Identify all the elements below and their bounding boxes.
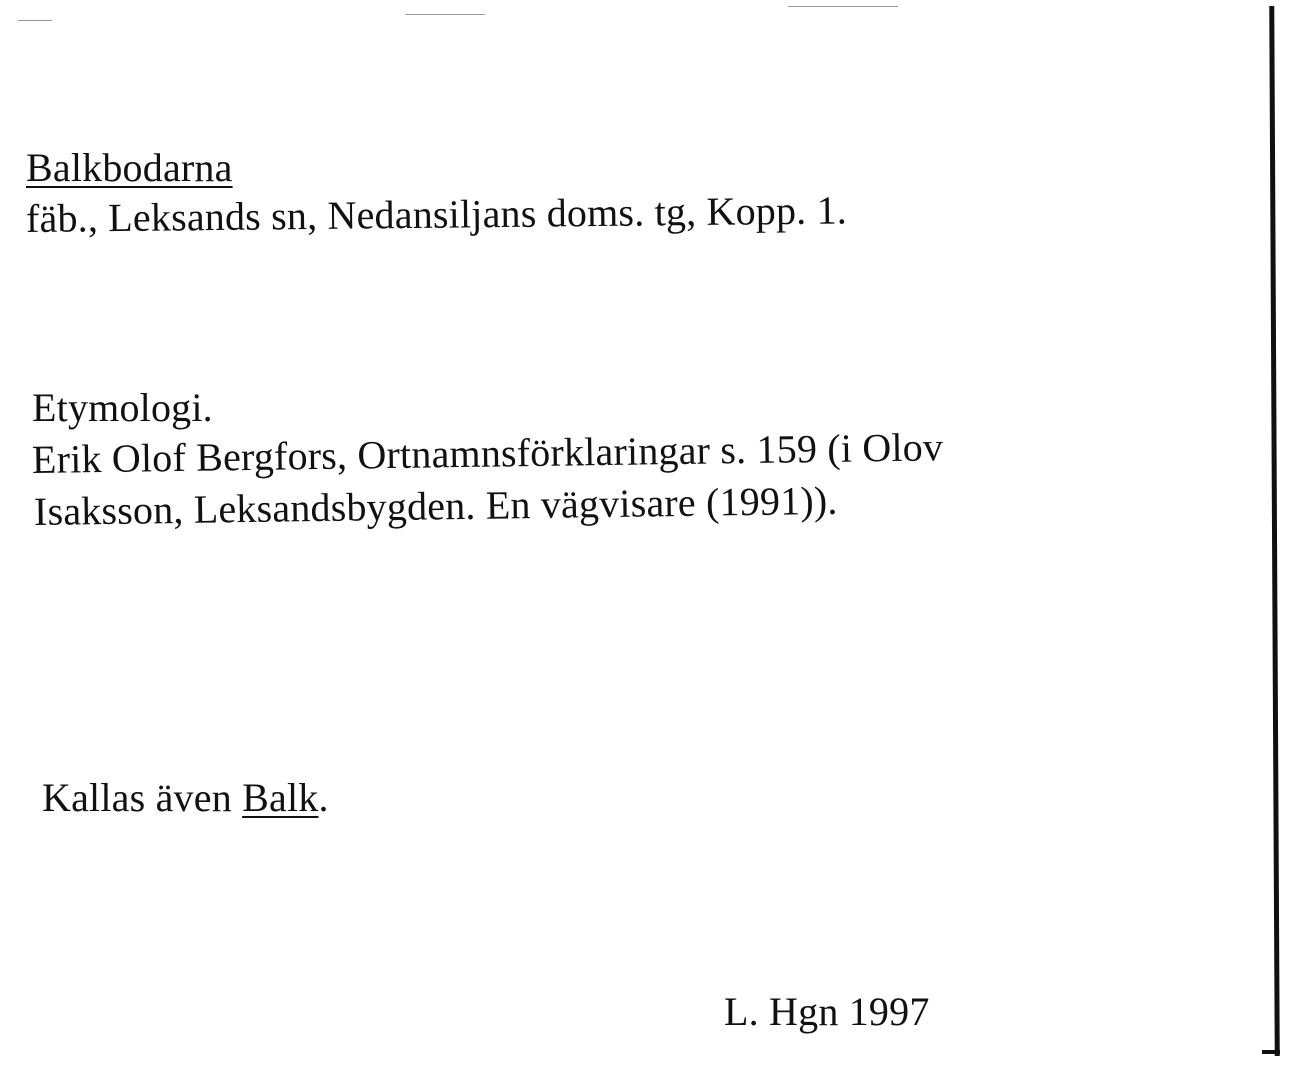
card-corner-mark [1262,1050,1280,1054]
scan-speck [405,14,485,15]
card-right-edge [1269,6,1279,1056]
alias-name: Balk [242,775,319,820]
scan-speck [18,20,52,21]
headword: Balkbodarna [26,145,233,190]
scan-speck [788,6,898,7]
alias-line [42,775,329,820]
alias-prefix: Kallas även [42,775,243,820]
etymology-line-2: Isaksson, Leksandsbygden. En vägvisare (1991)). [33,477,838,534]
alias-suffix: . [318,775,329,820]
signature: L. Hgn 1997 [724,989,930,1034]
etymology-line-1: Erik Olof Bergfors, Ortnamnsförklaringar s. 159 (i Olov [31,424,944,482]
entry-description: fäb., Leksands sn, Nedansiljans doms. tg, Kopp. 1. [25,187,848,241]
etymology-heading: Etymologi. [32,385,213,430]
